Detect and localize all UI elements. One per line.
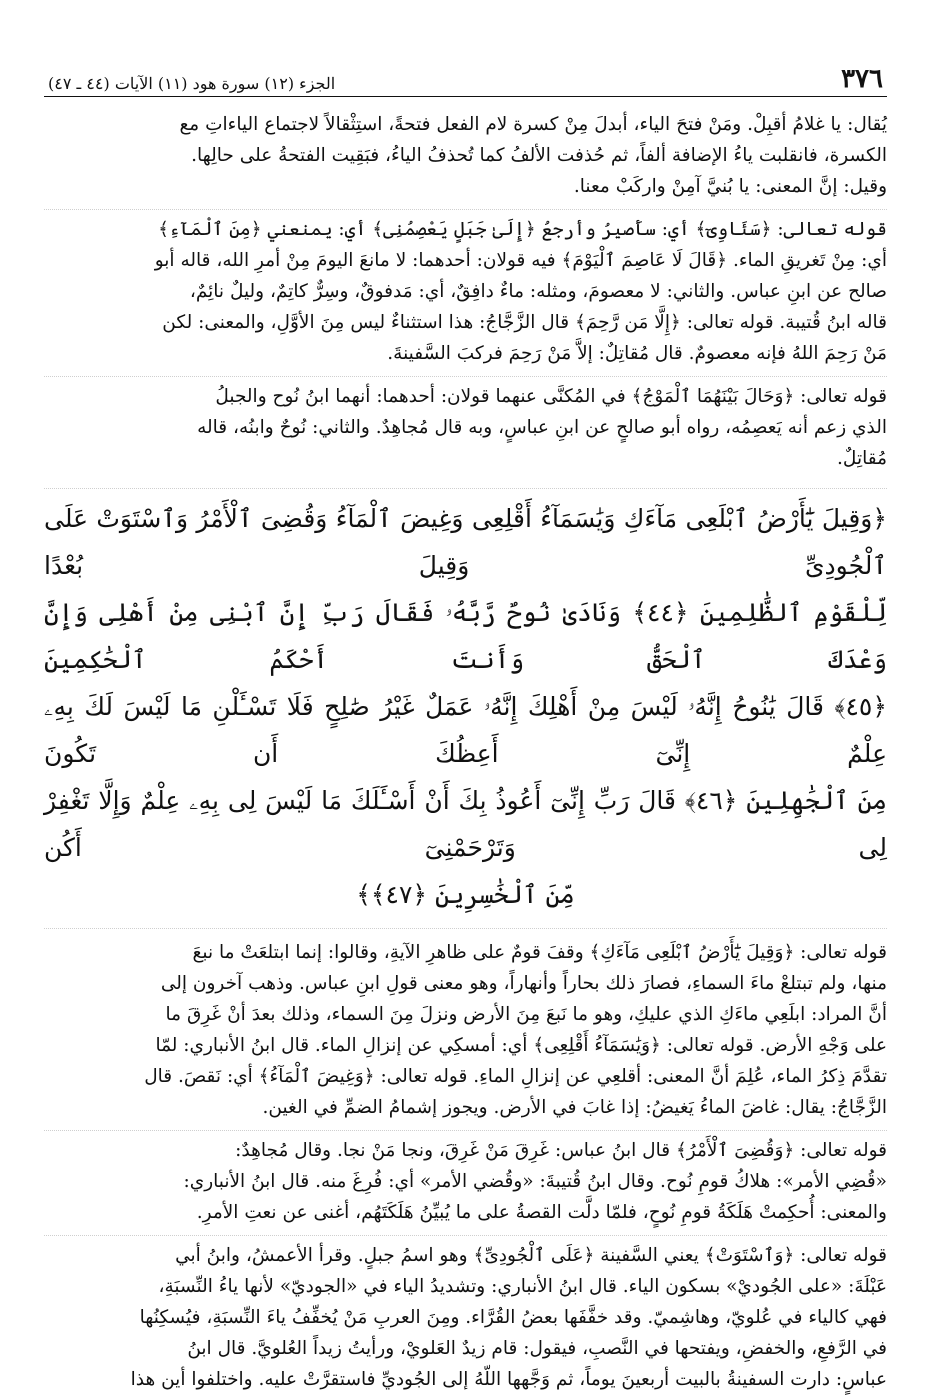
text-line: والمعنى: أُحكِمتْ هَلَكَةُ قومِ نُوحٍ، فلمّا دلَّت القصةُ على ما يُبيِّنُ هَلَكَتَهُم، أغنى عن نعتِ الأمرِ. bbox=[196, 1202, 887, 1223]
quran-verse-line: مِنَ ٱلْجَٰهِلِينَ ﴿٤٦﴾ قَالَ رَبِّ إِنِّىٓ أَعُوذُ بِكَ أَنْ أَسْـَٔلَكَ مَا لَيْسَ لِى بِهِۦ عِلْمٌ وَإِلَّا تَغْفِرْ لِى وَتَرْحَمْنِىٓ أَكُن bbox=[44, 786, 887, 862]
text-line: قاله ابنُ قُتيبة. قوله تعالى: ﴿إِلَّا مَن رَّحِمَ﴾ قال الزَّجَّاجُ: هذا استثناءٌ ليس مِنَ الأوَّلِ، والمعنى: لكن bbox=[162, 312, 887, 333]
quran-verse-line: ﴿وَقِيلَ يَٰٓأَرْضُ ٱبْلَعِى مَآءَكِ وَيَٰسَمَآءُ أَقْلِعِى وَغِيضَ ٱلْمَآءُ وَقُضِىَ ٱلْأَمْرُ وَٱسْتَوَتْ عَلَى ٱلْجُودِىِّ وَقِيلَ بُعْدًا bbox=[44, 504, 887, 580]
text-line: مَنْ رَحِمَ اللهُ فإنه معصومٌ. قال مُقاتِلٌ: إلاَّ مَنْ رَحِمَ فركبَ السَّفينةَ. bbox=[387, 343, 887, 364]
text-line: على وَجْهِ الأرض. قوله تعالى: ﴿وَيَٰسَمَآءُ أَقْلِعِى﴾ أي: أمسكِي عن إنزالِ الماء. قال ابنُ الأنباري: لمّا bbox=[155, 1035, 887, 1056]
quran-verse-line: لِّلْقَوْمِ ٱلظَّٰلِمِينَ ﴿٤٤﴾ وَنَادَىٰ نُوحٌ رَّبَّهُۥ فَقَالَ رَبِّ إِنَّ ٱبْنِى مِنْ أَهْلِى وَإِنَّ وَعْدَكَ ٱلْحَقُّ وَأَنتَ أَحْكَمُ ٱلْحَٰكِمِينَ bbox=[44, 598, 887, 674]
text-line: وقيل: إنَّ المعنى: يا بُنيَّ آمِنْ واركَبْ معنا. bbox=[573, 176, 887, 197]
text-line: فهي كالياء في عُلويّ، وهاشِميّ. وقد خفَّفَها بعضُ القُرَّاء. ومِنَ العربِ مَنْ يُخفِّفُ ياءَ النِّسبَةِ، فيُسكِنُها bbox=[139, 1307, 887, 1328]
text-line: مُقاتِلٌ. bbox=[837, 448, 887, 469]
commentary-paragraph bbox=[44, 209, 887, 369]
quran-verse-line: مِّنَ ٱلْخَٰسِرِينَ ﴿٤٧﴾﴾ bbox=[356, 880, 575, 909]
page-number: ٣٧٦ bbox=[841, 64, 883, 94]
text-line: أنَّ المراد: ابلَعِي ماءَكِ الذي عليكِ، وهو ما نَبعَ مِنَ الأرض ونزلَ مِنَ السماء، وذلك بعدَ أنْ غَرِقَ ما bbox=[165, 1004, 887, 1025]
text-line: قوله تعالى: ﴿وَقُضِىَ ٱلْأَمْرُ﴾ قال ابنُ عباس: غَرِقَ مَنْ غَرِقَ، ونجا مَنْ نجا. وقال مُجاهِدٌ: bbox=[235, 1140, 887, 1161]
quran-verses-block bbox=[44, 488, 887, 929]
text-line: قوله تعالى: ﴿سَئَاوِىٓ﴾ أي: سأَصيرُ وأرجعُ ﴿إِلَىٰ جَبَلٍ يَعْصِمُنِى﴾ أي: يمنعني ﴿مِنَ ٱلْمَآءِ﴾ bbox=[158, 219, 887, 240]
text-line: «قُضِي الأمر»: هلاكُ قومِ نُوح. وقال ابنُ قُتيبةَ: «وقُضي الأمر» أي: فُرِغَ منه. قال ابنُ الأنباري: bbox=[183, 1171, 887, 1192]
running-head: الجزء (١٢) سورة هود (١١) الآيات (٤٤ ـ ٤٧) bbox=[48, 74, 336, 93]
text-line: قوله تعالى: ﴿وَقِيلَ يَٰٓأَرْضُ ٱبْلَعِى مَآءَكِ﴾ وقفَ قومٌ على ظاهرِ الآيةِ، وقالوا: إنما ابتلعَتْ ما نبعَ bbox=[192, 942, 887, 963]
commentary-section-before bbox=[44, 109, 887, 474]
page-header bbox=[44, 58, 887, 97]
text-line: أي: مِنْ تَغريقِ الماء. ﴿قَالَ لَا عَاصِمَ ٱلْيَوْمَ﴾ فيه قولان: أحدهما: لا مانعَ اليومَ مِنْ أمرِ الله، قاله أبو bbox=[154, 250, 887, 271]
text-line: قوله تعالى: ﴿وَٱسْتَوَتْ﴾ يعني السَّفينة ﴿عَلَى ٱلْجُودِىِّ﴾ وهو اسمُ جبلٍ. وقرأ الأعمشُ، وابنُ أبي bbox=[175, 1245, 887, 1266]
text-line: يُقال: يا غلامُ أقبِلْ. ومَنْ فتحَ الياء، أبدلَ مِنْ كسرة لام الفعل فتحةً، استِثْقالاً لاجتماع الياءاتِ مع bbox=[179, 114, 887, 135]
page-content bbox=[44, 109, 887, 1395]
text-line: الكسرة، فانقلبت ياءُ الإضافة ألفاً، ثم حُذفت الألفُ كما تُحذفُ الياءُ، فبَقِيت الفتحةُ على حالِها. bbox=[191, 145, 887, 166]
text-line: عَبْلَةَ: «على الجُوديْ» بسكون الياء. قال ابنُ الأنباري: وتشديدُ الياء في «الجوديّ» لأنها ياءُ النِّسبَةِ، bbox=[158, 1276, 887, 1297]
text-line: الذي زعم أنه يَعصِمُه، رواه أبو صالحٍ عن ابنِ عباسٍ، وبه قال مُجاهِدٌ. والثاني: نُوحٌ وابنُه، قاله bbox=[197, 417, 887, 438]
text-line: تقدَّمَ ذِكرُ الماء، عُلِمَ أنَّ المعنى: أقلعِي عن إنزالِ الماءِ. قوله تعالى: ﴿وَغِيضَ ٱلْمَآءُ﴾ أي: نَقصَ. قال bbox=[144, 1066, 887, 1087]
commentary-paragraph bbox=[44, 937, 887, 1123]
commentary-paragraph bbox=[44, 109, 887, 202]
commentary-section-after bbox=[44, 937, 887, 1395]
quran-verse-line: ﴿٤٥﴾ قَالَ يَٰنُوحُ إِنَّهُۥ لَيْسَ مِنْ أَهْلِكَ إِنَّهُۥ عَمَلٌ غَيْرُ صَٰلِحٍ فَلَا تَسْـَٔلْنِ مَا لَيْسَ لَكَ بِهِۦ عِلْمٌ إِنِّىٓ أَعِظُكَ أَن تَكُونَ bbox=[44, 692, 887, 768]
commentary-paragraph bbox=[44, 1235, 887, 1395]
commentary-paragraph bbox=[44, 1130, 887, 1228]
text-line: صالح عن ابنِ عباس. والثاني: لا معصومَ، ومثله: ماءٌ دافِقٌ، أي: مَدفوقٌ، وسِرٌّ كاتِمٌ، وليلٌ نائِمٌ، bbox=[189, 281, 887, 302]
commentary-paragraph bbox=[44, 376, 887, 474]
text-line: في الرَّفعِ، والخفضِ، ويفتحها في النَّصبِ، فيقول: قام زيدٌ العَلويْ، ورأيتُ زيداً العُلويَّ. قال ابنُ bbox=[187, 1338, 887, 1359]
text-line: قوله تعالى: ﴿وَحَالَ بَيْنَهُمَا ٱلْمَوْجُ﴾ في المُكنَّى عنهما قولان: أحدهما: أنهما ابنُ نُوح والجبلُ bbox=[215, 386, 887, 407]
text-line: منها، ولم تبتلعْ ماءَ السماءِ، فصارَ ذلك بحاراً وأنهاراً، وهو معنى قولِ ابنِ عباس. وذهب آخرون إلى bbox=[160, 973, 887, 994]
text-line: عباسٍ: دارت السفينةُ بالبيت أربعينَ يوماً، ثم وَجَّهها اللّهُ إلى الجُوديِّ فاستقرَّتْ عليه. واختلفوا أين هذا bbox=[130, 1369, 887, 1390]
text-line: الزَّجَّاجُ: يقال: غاضَ الماءُ يَغيضُ: إذا غابَ في الأرض. ويجوز إشمامُ الضمِّ في الغين. bbox=[262, 1097, 887, 1118]
